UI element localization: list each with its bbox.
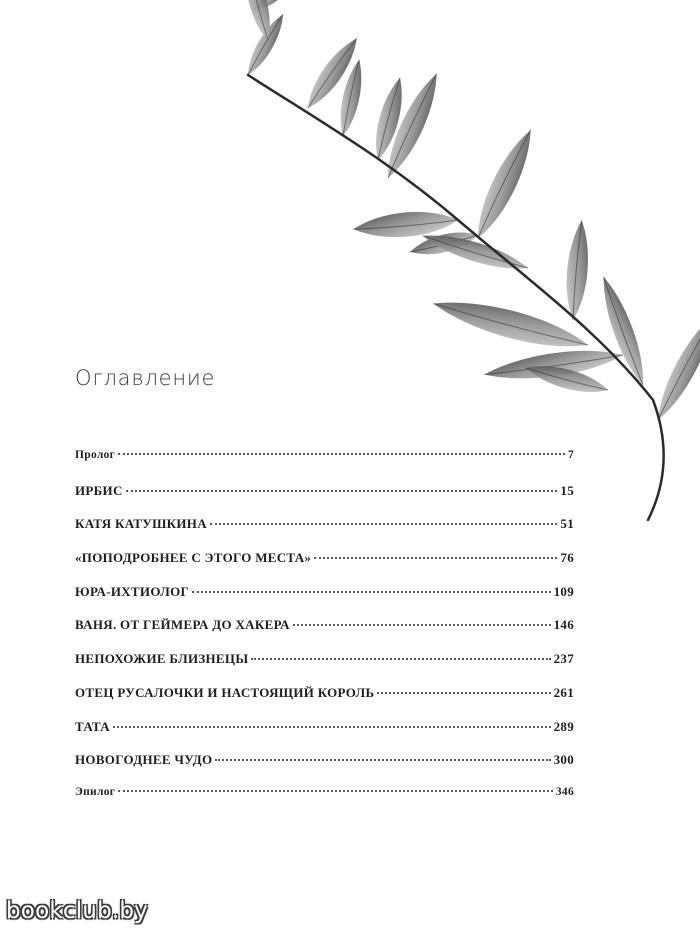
toc-entry-page: 261 [553,684,574,700]
toc-entry[interactable] [75,685,574,719]
toc-entry[interactable] [75,483,574,517]
toc-entry-page: 300 [553,752,574,768]
dot-leader [377,692,550,694]
toc-entry-title: ОТЕЦ РУСАЛОЧКИ И НАСТОЯЩИЙ КОРОЛЬ [75,684,375,700]
toc-entry[interactable] [75,516,574,550]
toc-entry-title: ЮРА-ИХТИОЛОГ [75,583,190,599]
toc-entry-title: ТАТА [75,718,110,734]
dot-leader [113,726,551,728]
toc-entry-title: Пролог [75,449,116,461]
toc-entry-page: 146 [553,617,574,633]
toc-entry-title: ВАНЯ. ОТ ГЕЙМЕРА ДО ХАКЕРА [75,617,290,633]
toc-entry-page: 15 [560,482,574,498]
dot-leader [215,759,550,761]
table-of-contents [75,449,574,820]
toc-entry-title: Эпилог [75,785,116,798]
toc-entry[interactable] [75,449,574,483]
leaf-shape [563,219,592,320]
dot-leader [192,591,551,593]
toc-entry-title: «ПОПОДРОБНЕЕ С ЭТОГО МЕСТА» [75,550,312,566]
toc-entry[interactable] [75,719,574,753]
toc-entry-title: НОВОГОДНЕЕ ЧУДО [75,752,213,768]
toc-entry[interactable] [75,617,574,651]
dot-leader [126,490,558,492]
toc-entry-page: 346 [555,785,574,798]
toc-entry[interactable] [75,752,574,786]
dot-leader [251,658,550,660]
dot-leader [118,453,565,455]
toc-entry-page: 76 [560,550,574,566]
dot-leader [210,523,558,525]
leaves-group [239,0,700,425]
toc-entry[interactable] [75,786,574,820]
toc-entry-page: 7 [567,449,574,461]
leaf-shape [595,274,652,389]
toc-entry-title: КАТЯ КАТУШКИНА [75,516,207,532]
dot-leader [293,624,551,626]
toc-entry[interactable] [75,584,574,618]
toc-entry-page: 109 [553,583,574,599]
table-of-contents-heading: Оглавление [75,366,216,390]
dot-leader [118,790,553,792]
leaf-shape [468,125,541,243]
toc-entry-title: НЕПОХОЖИЕ БЛИЗНЕЦЫ [75,651,249,667]
dot-leader [314,557,557,559]
watermark-logo: bookclub.by [6,898,148,924]
leaf-shape [430,291,592,359]
toc-entry-page: 289 [553,718,574,734]
toc-entry-title: ИРБИС [75,482,123,498]
toc-entry-page: 51 [560,516,574,532]
toc-entry[interactable] [75,550,574,584]
toc-entry-page: 237 [553,651,574,667]
toc-entry[interactable] [75,651,574,685]
